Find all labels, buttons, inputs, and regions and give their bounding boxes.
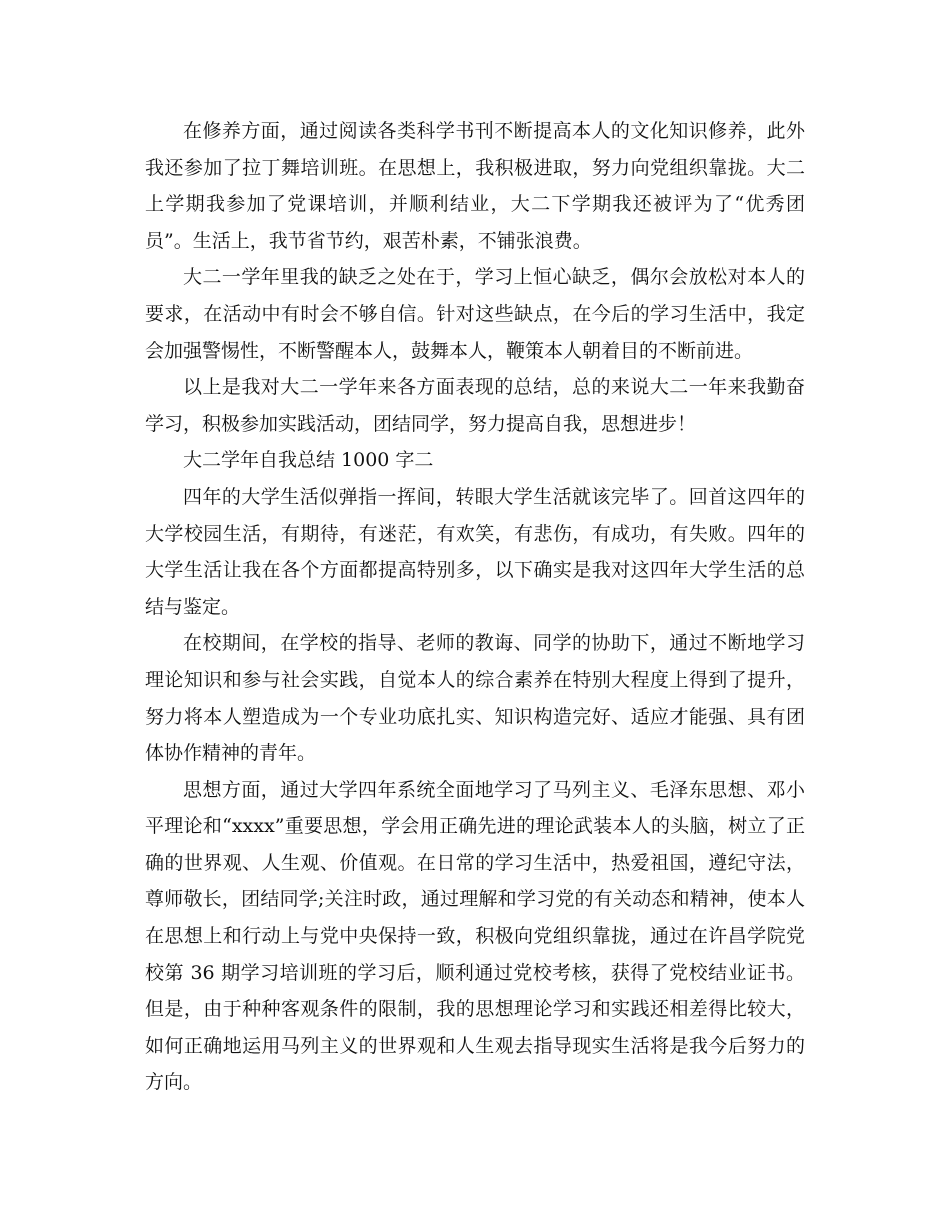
paragraph-school-period: 在校期间，在学校的指导、老师的教诲、同学的协助下，通过不断地学习理论知识和参与社会实践，自觉本人的综合素养在特别大程度上得到了提升，努力将本人塑造成为一个专业功底扎实、知识构造完好、适应才能强、具有团体协作精神的青年。 — [145, 632, 805, 765]
paragraph-summary: 以上是我对大二一学年来各方面表现的总结，总的来说大二一年来我勤奋学习，积极参加实践活动，团结同学，努力提高自我，思想进步！ — [145, 376, 805, 435]
section-heading: 大二学年自我总结 1000 字二 — [183, 449, 434, 472]
paragraph-shortcomings: 大二一学年里我的缺乏之处在于，学习上恒心缺乏，偶尔会放松对本人的要求，在活动中有时会不够自信。针对这些缺点，在今后的学习生活中，我定会加强警惕性，不断警醒本人，鼓舞本人，鞭策本人朝着目的不断前进。 — [145, 266, 805, 362]
paragraph-ideology: 思想方面，通过大学四年系统全面地学习了马列主义、毛泽东思想、邓小平理论和“xxxx”重要思想，学会用正确先进的理论武装本人的头脑，树立了正确的世界观、人生观、价值观。在日常的学习生活中，热爱祖国，遵纪守法，尊师敬长，团结同学;关注时政，通过理解和学习党的有关动态和精神，使本人在思想上和行动上与党中央保持一致，积极向党组织靠拢，通过在许昌学院党校第 36 期学习培训班的学习后，顺利通过党校考核，获得了党校结业证书。但是，由于种种客观条件的限制，我的思想理论学习和实践还相差得比较大，如何正确地运用马列主义的世界观和人生观去指导现实生活将是我今后努力的方向。 — [145, 778, 805, 1094]
paragraph-self-cultivation: 在修养方面，通过阅读各类科学书刊不断提高本人的文化知识修养，此外我还参加了拉丁舞培训班。在思想上，我积极进取，努力向党组织靠拢。大二上学期我参加了党课培训，并顺利结业，大二下学期我还被评为了“优秀团员”。生活上，我节省节约，艰苦朴素，不铺张浪费。 — [145, 120, 805, 252]
document-body — [145, 113, 805, 1101]
paragraph-four-years: 四年的大学生活似弹指一挥间，转眼大学生活就该完毕了。回首这四年的大学校园生活，有期待，有迷茫，有欢笑，有悲伤，有成功，有失败。四年的大学生活让我在各个方面都提高特别多，以下确实是我对这四年大学生活的总结与鉴定。 — [145, 485, 805, 618]
